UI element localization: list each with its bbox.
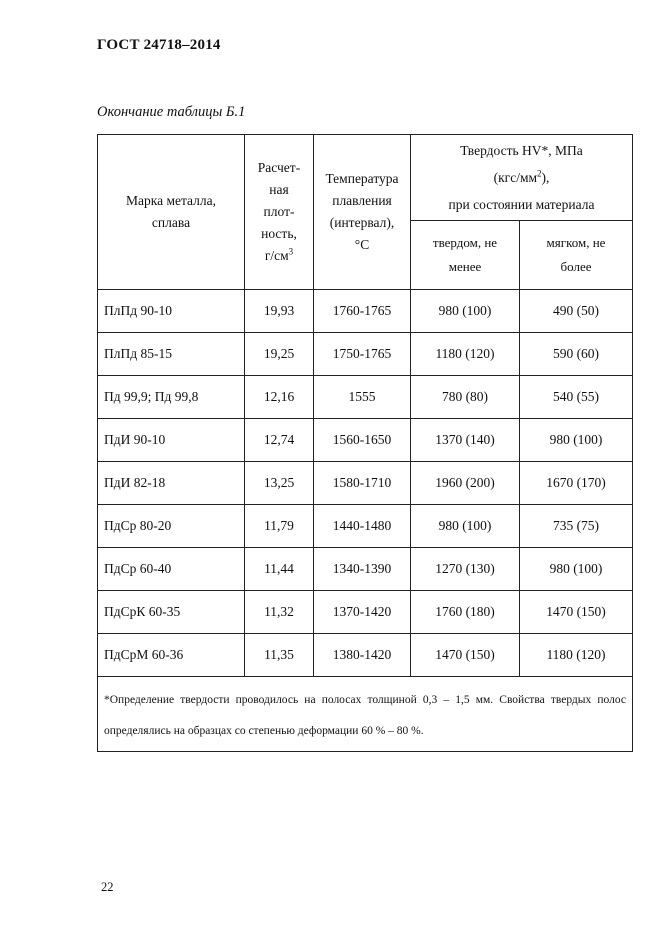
cell-hardness-soft: 1180 (120) [520,634,633,677]
cell-hardness-soft: 980 (100) [520,548,633,591]
cell-hardness-soft: 1670 (170) [520,462,633,505]
cell-melting: 1555 [314,376,411,419]
header-density: Расчет- ная плот- ность, $г/см^3$ [245,135,314,290]
cell-hardness-hard: 1370 (140) [411,419,520,462]
cell-grade: Пд 99,9; Пд 99,8 [98,376,245,419]
cell-hardness-soft: 490 (50) [520,290,633,333]
cell-grade: ПдСрМ 60-36 [98,634,245,677]
cell-grade: ПлПд 90-10 [98,290,245,333]
table-row [98,376,633,419]
cell-melting: 1340-1390 [314,548,411,591]
cell-hardness-soft: 1470 (150) [520,591,633,634]
cell-hardness-hard: 1180 (120) [411,333,520,376]
table-row [98,591,633,634]
header-hard-state: твердом, не менее [411,221,520,290]
cell-melting: 1750-1765 [314,333,411,376]
cell-hardness-hard: 980 (100) [411,505,520,548]
cell-grade: ПдСрК 60-35 [98,591,245,634]
header-soft-state: мягком, не более [520,221,633,290]
cell-hardness-hard: 780 (80) [411,376,520,419]
table-caption: Окончание таблицы Б.1 [97,104,246,120]
cell-density: 11,35 [245,634,314,677]
table-row [98,462,633,505]
cell-hardness-hard: 1960 (200) [411,462,520,505]
table-row [98,505,633,548]
cell-grade: ПдСр 60-40 [98,548,245,591]
cell-density: 11,32 [245,591,314,634]
cell-hardness-soft: 590 (60) [520,333,633,376]
table-body [98,290,633,677]
header-grade: Марка металла, сплава [98,135,245,290]
header-melting: Температура плавления (интервал), °С [314,135,411,290]
cell-melting: 1560-1650 [314,419,411,462]
table-row [98,290,633,333]
cell-hardness-soft: 735 (75) [520,505,633,548]
table-row [98,419,633,462]
cell-grade: ПдСр 80-20 [98,505,245,548]
page-number: 22 [101,880,114,894]
cell-hardness-hard: 1470 (150) [411,634,520,677]
cell-density: 19,25 [245,333,314,376]
table-row [98,634,633,677]
cell-hardness-soft: 980 (100) [520,419,633,462]
cell-grade: ПдИ 90-10 [98,419,245,462]
cell-melting: 1370-1420 [314,591,411,634]
cell-melting: 1760-1765 [314,290,411,333]
cell-hardness-hard: 980 (100) [411,290,520,333]
cell-grade: ПдИ 82-18 [98,462,245,505]
cell-hardness-soft: 540 (55) [520,376,633,419]
cell-hardness-hard: 1270 (130) [411,548,520,591]
properties-table [97,134,633,752]
cell-density: 11,44 [245,548,314,591]
table-row [98,333,633,376]
cell-hardness-hard: 1760 (180) [411,591,520,634]
cell-density: 13,25 [245,462,314,505]
cell-melting: 1440-1480 [314,505,411,548]
document-header: ГОСТ 24718–2014 [97,37,221,53]
cell-density: 19,93 [245,290,314,333]
cell-density: 12,74 [245,419,314,462]
table-footnote: *Определение твердости проводилось на полосах толщиной 0,3 – 1,5 мм. Свойства твердых полос определялись на образцах со степенью деформации 60 % – 80 %. [98,677,633,752]
cell-melting: 1380-1420 [314,634,411,677]
cell-density: 11,79 [245,505,314,548]
cell-grade: ПлПд 85-15 [98,333,245,376]
cell-density: 12,16 [245,376,314,419]
header-hardness: Твердость HV*, МПа $(кгс/мм^2)$, при состоянии материала [411,135,633,221]
cell-melting: 1580-1710 [314,462,411,505]
table-row [98,548,633,591]
